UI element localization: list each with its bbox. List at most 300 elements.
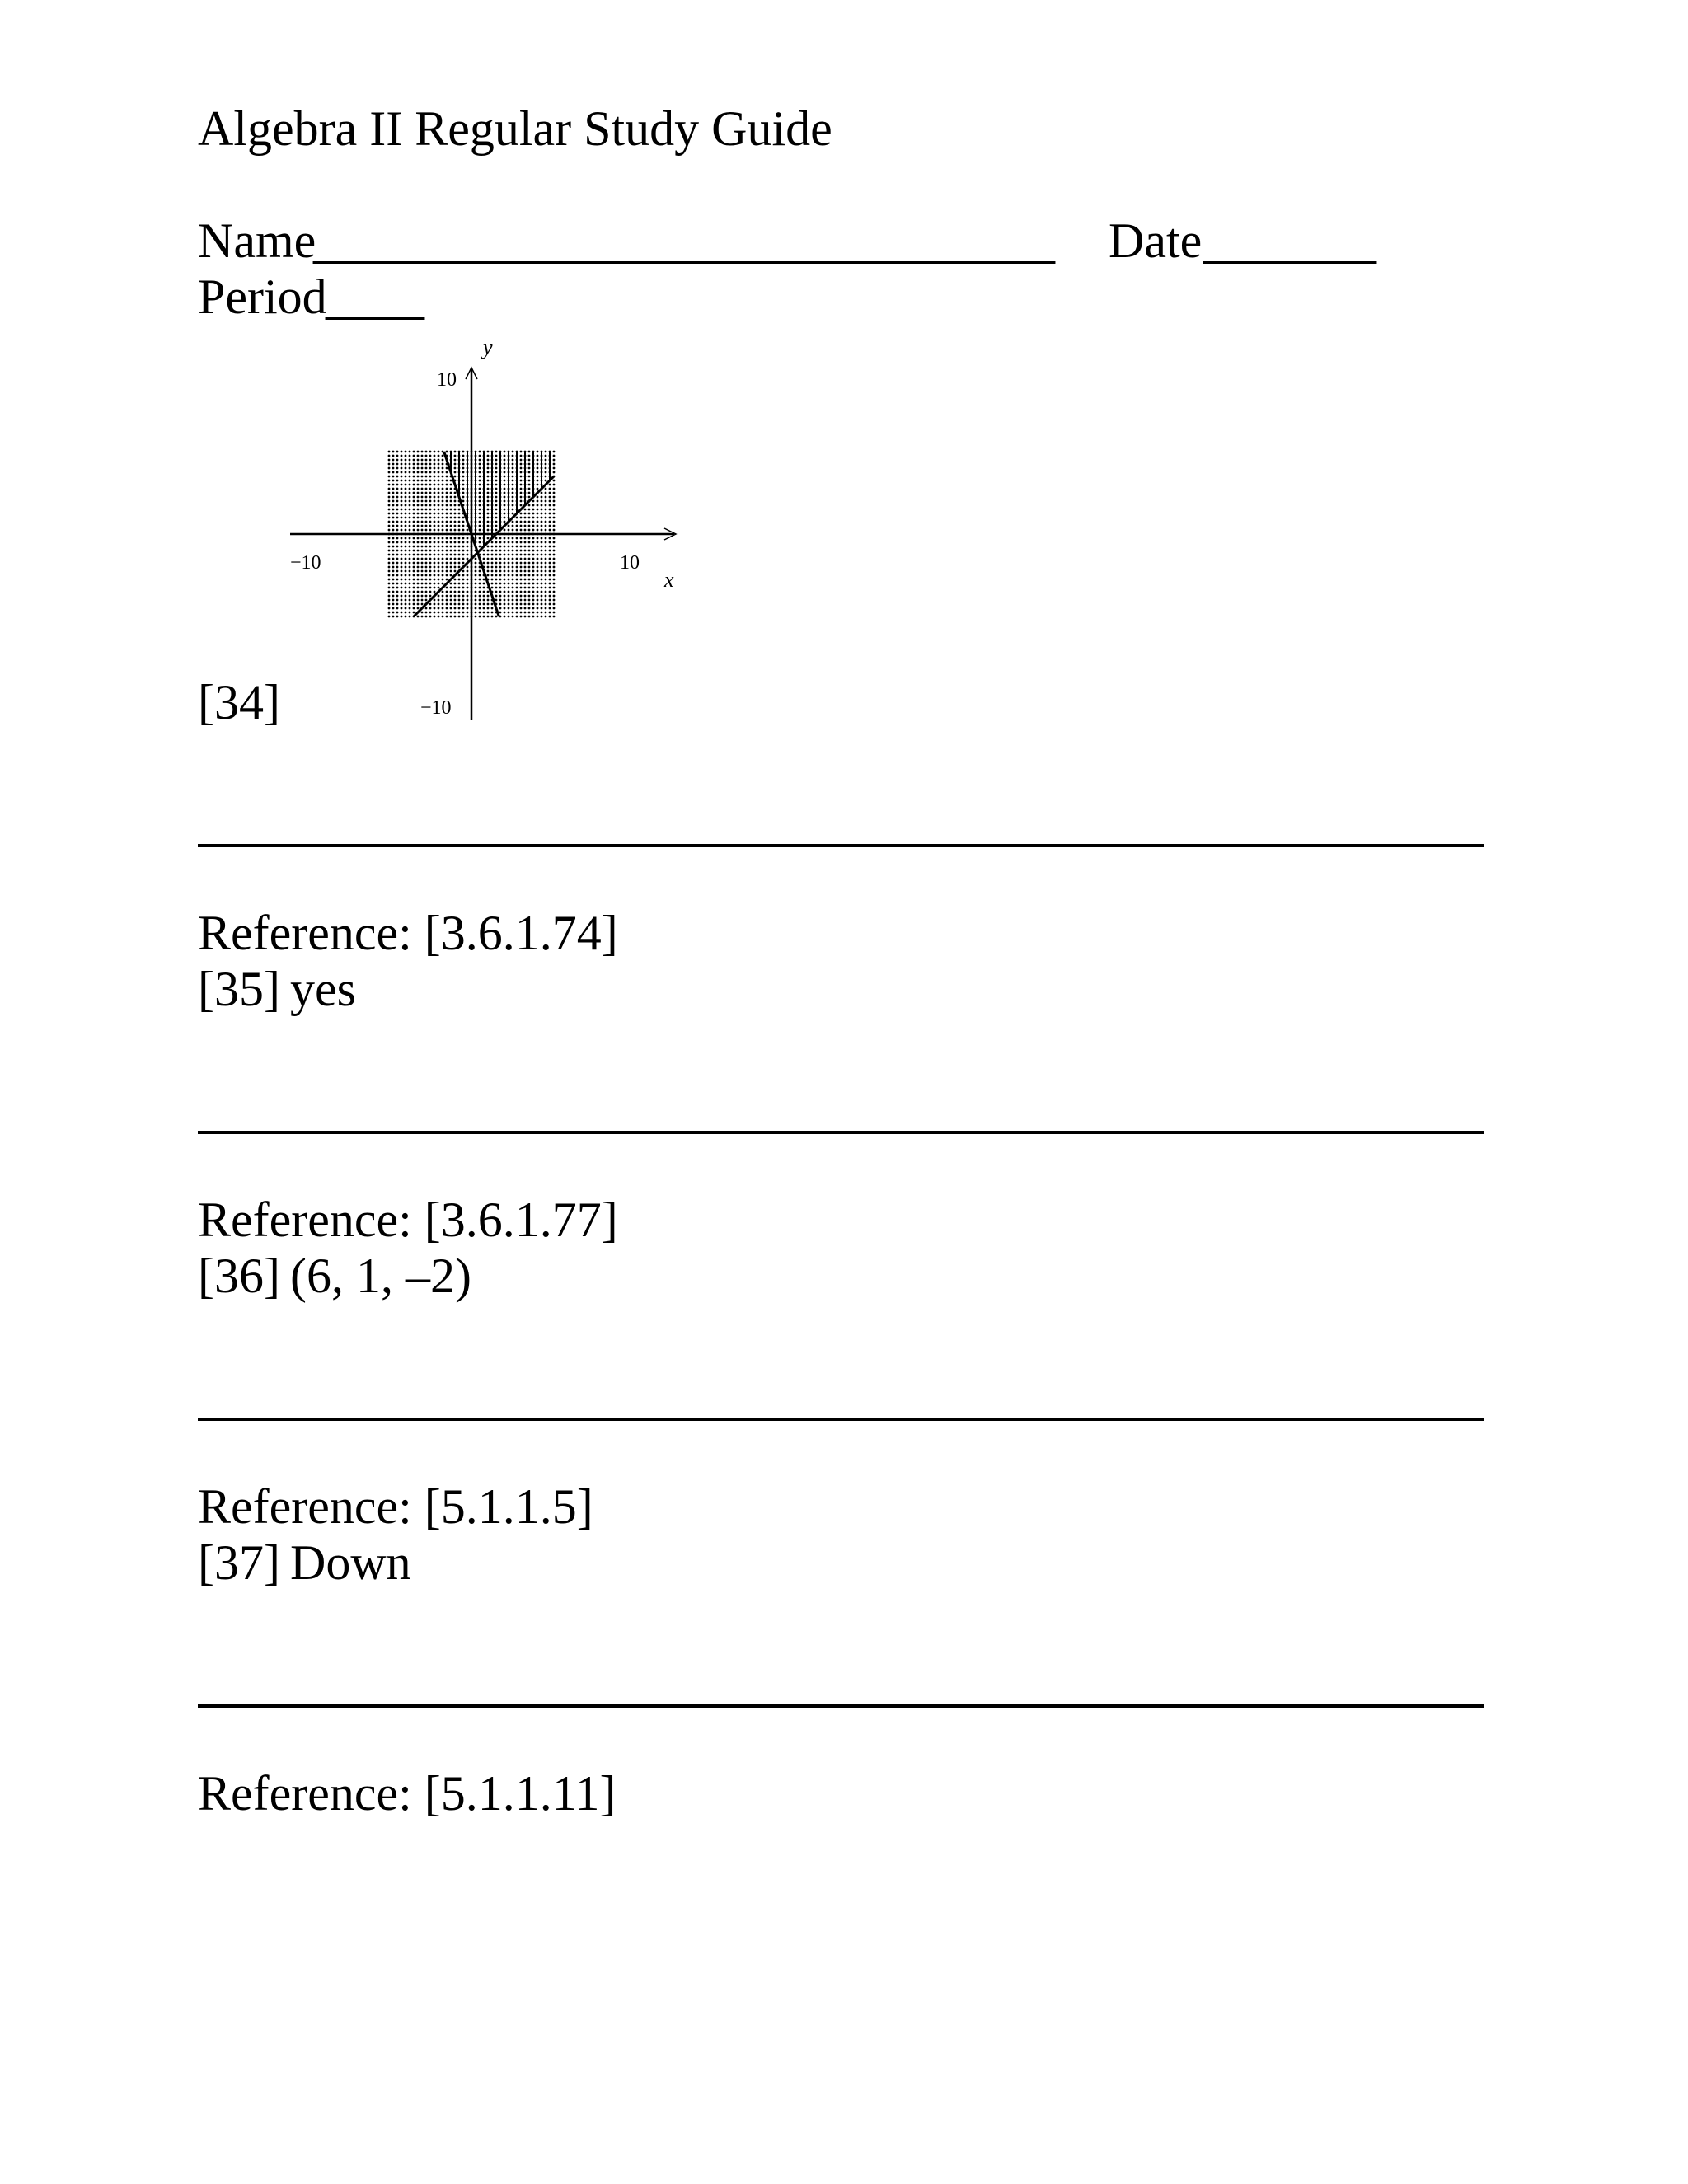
grid-dot [499, 612, 502, 614]
grid-dot [388, 599, 391, 602]
grid-dot [421, 595, 424, 598]
grid-dot [458, 599, 461, 602]
grid-dot [401, 537, 403, 540]
grid-dot [508, 612, 510, 614]
grid-dot [421, 451, 424, 453]
grid-dot [454, 603, 457, 606]
grid-dot [479, 500, 481, 503]
grid-dot [434, 476, 436, 478]
grid-dot [425, 476, 428, 478]
grid-dot [425, 612, 428, 614]
grid-dot [458, 529, 461, 532]
grid-dot [405, 550, 407, 552]
grid-dot [421, 492, 424, 494]
grid-dot [405, 562, 407, 565]
grid-dot [483, 591, 485, 593]
grid-dot [417, 476, 420, 478]
grid-dot [499, 603, 502, 606]
grid-dot [545, 566, 547, 569]
grid-dot [495, 471, 498, 474]
grid-dot [405, 587, 407, 589]
grid-dot [499, 583, 502, 585]
grid-dot [528, 459, 531, 462]
grid-dot [454, 529, 457, 532]
grid-dot [541, 616, 543, 618]
grid-dot [504, 579, 506, 581]
grid-dot [487, 558, 490, 560]
grid-dot [392, 467, 395, 470]
grid-dot [541, 541, 543, 544]
grid-dot [434, 509, 436, 511]
grid-dot [462, 471, 465, 474]
grid-dot [495, 459, 498, 462]
grid-dot [512, 484, 514, 486]
grid-dot [528, 566, 531, 569]
grid-dot [434, 583, 436, 585]
grid-dot [454, 500, 457, 503]
grid-dot [429, 562, 432, 565]
grid-dot [549, 612, 551, 614]
grid-dot [537, 595, 539, 598]
grid-dot [508, 591, 510, 593]
grid-dot [434, 517, 436, 519]
grid-dot [520, 463, 523, 466]
grid-dot [545, 550, 547, 552]
grid-dot [434, 607, 436, 610]
grid-dot [413, 599, 415, 602]
grid-dot [388, 484, 391, 486]
grid-dot [450, 607, 452, 610]
grid-dot [442, 570, 444, 573]
grid-dot [392, 496, 395, 499]
grid-dot [396, 509, 399, 511]
grid-dot [434, 451, 436, 453]
grid-dot [520, 550, 523, 552]
grid-dot [553, 562, 556, 565]
grid-dot [388, 541, 391, 544]
grid-dot [504, 480, 506, 482]
grid-dot [549, 513, 551, 515]
grid-dot [532, 546, 535, 548]
grid-dot [541, 521, 543, 523]
grid-dot [392, 537, 395, 540]
grid-dot [467, 599, 469, 602]
grid-dot [401, 455, 403, 457]
grid-dot [429, 484, 432, 486]
grid-dot [434, 500, 436, 503]
grid-dot [553, 500, 556, 503]
grid-dot [405, 541, 407, 544]
grid-dot [504, 591, 506, 593]
grid-dot [532, 612, 535, 614]
grid-dot [425, 574, 428, 577]
grid-dot [417, 607, 420, 610]
grid-dot [413, 550, 415, 552]
date-label: Date [1109, 213, 1203, 268]
grid-dot [425, 550, 428, 552]
grid-dot [442, 484, 444, 486]
grid-dot [396, 500, 399, 503]
grid-dot [479, 570, 481, 573]
grid-dot [520, 574, 523, 577]
grid-dot [388, 451, 391, 453]
grid-dot [409, 492, 411, 494]
grid-dot [421, 574, 424, 577]
grid-dot [462, 529, 465, 532]
grid-dot [405, 500, 407, 503]
grid-dot [434, 579, 436, 581]
grid-dot [413, 612, 415, 614]
grid-dot [499, 579, 502, 581]
grid-dot [508, 554, 510, 556]
grid-dot [438, 459, 440, 462]
grid-dot [396, 612, 399, 614]
grid-dot [504, 517, 506, 519]
grid-dot [450, 566, 452, 569]
grid-dot [549, 509, 551, 511]
grid-dot [396, 554, 399, 556]
grid-dot [516, 579, 518, 581]
grid-dot [553, 607, 556, 610]
grid-dot [401, 583, 403, 585]
grid-dot [528, 537, 531, 540]
grid-dot [508, 607, 510, 610]
grid-dot [524, 550, 527, 552]
grid-dot [396, 583, 399, 585]
grid-dot [467, 541, 469, 544]
grid-dot [528, 599, 531, 602]
grid-dot [450, 546, 452, 548]
grid-dot [425, 554, 428, 556]
grid-dot [401, 562, 403, 565]
grid-dot [413, 488, 415, 490]
grid-dot [491, 562, 494, 565]
grid-dot [545, 529, 547, 532]
grid-dot [458, 616, 461, 618]
grid-dot [479, 616, 481, 618]
grid-dot [462, 463, 465, 466]
grid-dot [405, 496, 407, 499]
grid-dot [396, 504, 399, 507]
grid-dot [442, 616, 444, 618]
grid-dot [516, 591, 518, 593]
grid-dot [392, 607, 395, 610]
grid-dot [401, 579, 403, 581]
grid-dot [413, 558, 415, 560]
item-36-reference: Reference: [5.1.1.5] [198, 1479, 593, 1534]
grid-dot [396, 496, 399, 499]
grid-dot [541, 607, 543, 610]
grid-dot [396, 562, 399, 565]
grid-dot [388, 529, 391, 532]
grid-dot [462, 517, 465, 519]
grid-dot [446, 570, 448, 573]
grid-dot [396, 607, 399, 610]
grid-dot [405, 574, 407, 577]
grid-dot [479, 492, 481, 494]
grid-dot [438, 599, 440, 602]
grid-dot [396, 525, 399, 527]
grid-dot [438, 484, 440, 486]
grid-dot [467, 550, 469, 552]
grid-dot [549, 607, 551, 610]
grid-dot [545, 517, 547, 519]
grid-dot [429, 579, 432, 581]
grid-dot [434, 566, 436, 569]
grid-dot [549, 550, 551, 552]
grid-dot [392, 513, 395, 515]
grid-dot [545, 537, 547, 540]
grid-dot [504, 537, 506, 540]
grid-dot [438, 476, 440, 478]
grid-dot [446, 574, 448, 577]
grid-dot [553, 525, 556, 527]
grid-dot [541, 583, 543, 585]
grid-dot [413, 504, 415, 507]
grid-dot [504, 492, 506, 494]
grid-dot [442, 562, 444, 565]
grid-dot [438, 492, 440, 494]
grid-dot [524, 595, 527, 598]
grid-dot [454, 583, 457, 585]
grid-dot [429, 570, 432, 573]
grid-dot [487, 476, 490, 478]
grid-dot [520, 476, 523, 478]
grid-dot [388, 471, 391, 474]
grid-dot [532, 587, 535, 589]
grid-dot [458, 612, 461, 614]
grid-dot [537, 484, 539, 486]
grid-dot [462, 488, 465, 490]
grid-dot [512, 480, 514, 482]
grid-dot [438, 517, 440, 519]
grid-dot [405, 471, 407, 474]
grid-dot [446, 599, 448, 602]
grid-dot [537, 616, 539, 618]
grid-dot [545, 579, 547, 581]
grid-dot [549, 517, 551, 519]
grid-dot [512, 591, 514, 593]
grid-dot [512, 603, 514, 606]
grid-dot [421, 509, 424, 511]
grid-dot [413, 521, 415, 523]
grid-dot [491, 546, 494, 548]
grid-dot [532, 541, 535, 544]
grid-dot [434, 546, 436, 548]
grid-dot [392, 579, 395, 581]
grid-dot [495, 550, 498, 552]
grid-dot [458, 558, 461, 560]
grid-dot [409, 525, 411, 527]
grid-dot [520, 525, 523, 527]
grid-dot [475, 570, 477, 573]
grid-dot [528, 476, 531, 478]
grid-dot [405, 554, 407, 556]
grid-dot [425, 570, 428, 573]
grid-dot [467, 595, 469, 598]
grid-dot [417, 513, 420, 515]
grid-dot [401, 612, 403, 614]
grid-dot [479, 583, 481, 585]
grid-dot [401, 599, 403, 602]
grid-dot [405, 463, 407, 466]
grid-dot [479, 463, 481, 466]
grid-dot [549, 562, 551, 565]
grid-dot [520, 558, 523, 560]
grid-dot [528, 550, 531, 552]
grid-dot [528, 504, 531, 507]
grid-dot [442, 537, 444, 540]
grid-dot [524, 583, 527, 585]
grid-dot [537, 459, 539, 462]
grid-dot [392, 525, 395, 527]
grid-dot [417, 537, 420, 540]
grid-dot [392, 459, 395, 462]
grid-dot [483, 595, 485, 598]
grid-dot [405, 467, 407, 470]
grid-dot [541, 570, 543, 573]
inequality-graph [280, 330, 692, 725]
grid-dot [413, 476, 415, 478]
grid-dot [524, 616, 527, 618]
grid-dot [528, 562, 531, 565]
grid-dot [504, 471, 506, 474]
grid-dot [409, 550, 411, 552]
grid-dot [409, 546, 411, 548]
grid-dot [458, 509, 461, 511]
grid-dot [462, 537, 465, 540]
grid-dot [512, 459, 514, 462]
grid-dot [520, 566, 523, 569]
grid-dot [388, 583, 391, 585]
grid-dot [454, 513, 457, 515]
grid-dot [532, 583, 535, 585]
grid-dot [392, 554, 395, 556]
grid-dot [388, 463, 391, 466]
grid-dot [446, 521, 448, 523]
grid-dot [549, 616, 551, 618]
grid-dot [396, 558, 399, 560]
grid-dot [499, 574, 502, 577]
grid-dot [446, 451, 448, 453]
grid-dot [516, 570, 518, 573]
grid-dot [413, 480, 415, 482]
grid-dot [545, 467, 547, 470]
grid-dot [532, 562, 535, 565]
grid-dot [528, 574, 531, 577]
section-divider [198, 1418, 1484, 1421]
grid-dot [462, 484, 465, 486]
grid-dot [454, 504, 457, 507]
period-label: Period [198, 269, 327, 324]
grid-dot [434, 467, 436, 470]
grid-dot [392, 471, 395, 474]
grid-dot [388, 467, 391, 470]
grid-dot [417, 566, 420, 569]
grid-dot [520, 579, 523, 581]
grid-dot [479, 574, 481, 577]
grid-dot [429, 612, 432, 614]
grid-dot [479, 451, 481, 453]
grid-dot [438, 500, 440, 503]
grid-dot [417, 599, 420, 602]
grid-dot [512, 554, 514, 556]
grid-dot [479, 591, 481, 593]
grid-dot [508, 537, 510, 540]
grid-dot [487, 616, 490, 618]
grid-dot [454, 554, 457, 556]
grid-dot [487, 595, 490, 598]
grid-dot [454, 558, 457, 560]
grid-dot [512, 529, 514, 532]
grid-dot [438, 541, 440, 544]
grid-dot [409, 616, 411, 618]
grid-dot [413, 579, 415, 581]
grid-dot [442, 504, 444, 507]
grid-dot [438, 583, 440, 585]
grid-dot [417, 550, 420, 552]
grid-dot [417, 541, 420, 544]
grid-dot [462, 546, 465, 548]
grid-dot [401, 591, 403, 593]
grid-dot [396, 455, 399, 457]
grid-dot [396, 579, 399, 581]
grid-dot [454, 459, 457, 462]
grid-dot [450, 616, 452, 618]
grid-dot [520, 537, 523, 540]
grid-dot [392, 562, 395, 565]
grid-dot [504, 562, 506, 565]
grid-dot [462, 521, 465, 523]
grid-dot [541, 492, 543, 494]
grid-dot [504, 513, 506, 515]
grid-dot [479, 476, 481, 478]
grid-dot [429, 513, 432, 515]
grid-dot [537, 521, 539, 523]
grid-dot [425, 566, 428, 569]
grid-dot [553, 574, 556, 577]
grid-dot [553, 583, 556, 585]
grid-dot [392, 521, 395, 523]
grid-dot [524, 570, 527, 573]
grid-dot [425, 471, 428, 474]
grid-dot [425, 529, 428, 532]
grid-dot [532, 537, 535, 540]
grid-dot [442, 521, 444, 523]
grid-dot [537, 587, 539, 589]
grid-dot [467, 558, 469, 560]
grid-dot [495, 467, 498, 470]
grid-dot [475, 587, 477, 589]
grid-dot [495, 455, 498, 457]
grid-dot [438, 566, 440, 569]
grid-dot [392, 476, 395, 478]
grid-dot [425, 541, 428, 544]
grid-dot [442, 467, 444, 470]
grid-dot [401, 546, 403, 548]
grid-dot [462, 496, 465, 499]
grid-dot [479, 471, 481, 474]
grid-dot [413, 484, 415, 486]
grid-dot [409, 554, 411, 556]
grid-dot [458, 562, 461, 565]
grid-dot [528, 463, 531, 466]
grid-dot [524, 607, 527, 610]
grid-dot [516, 537, 518, 540]
grid-dot [475, 603, 477, 606]
grid-dot [438, 521, 440, 523]
grid-dot [537, 562, 539, 565]
